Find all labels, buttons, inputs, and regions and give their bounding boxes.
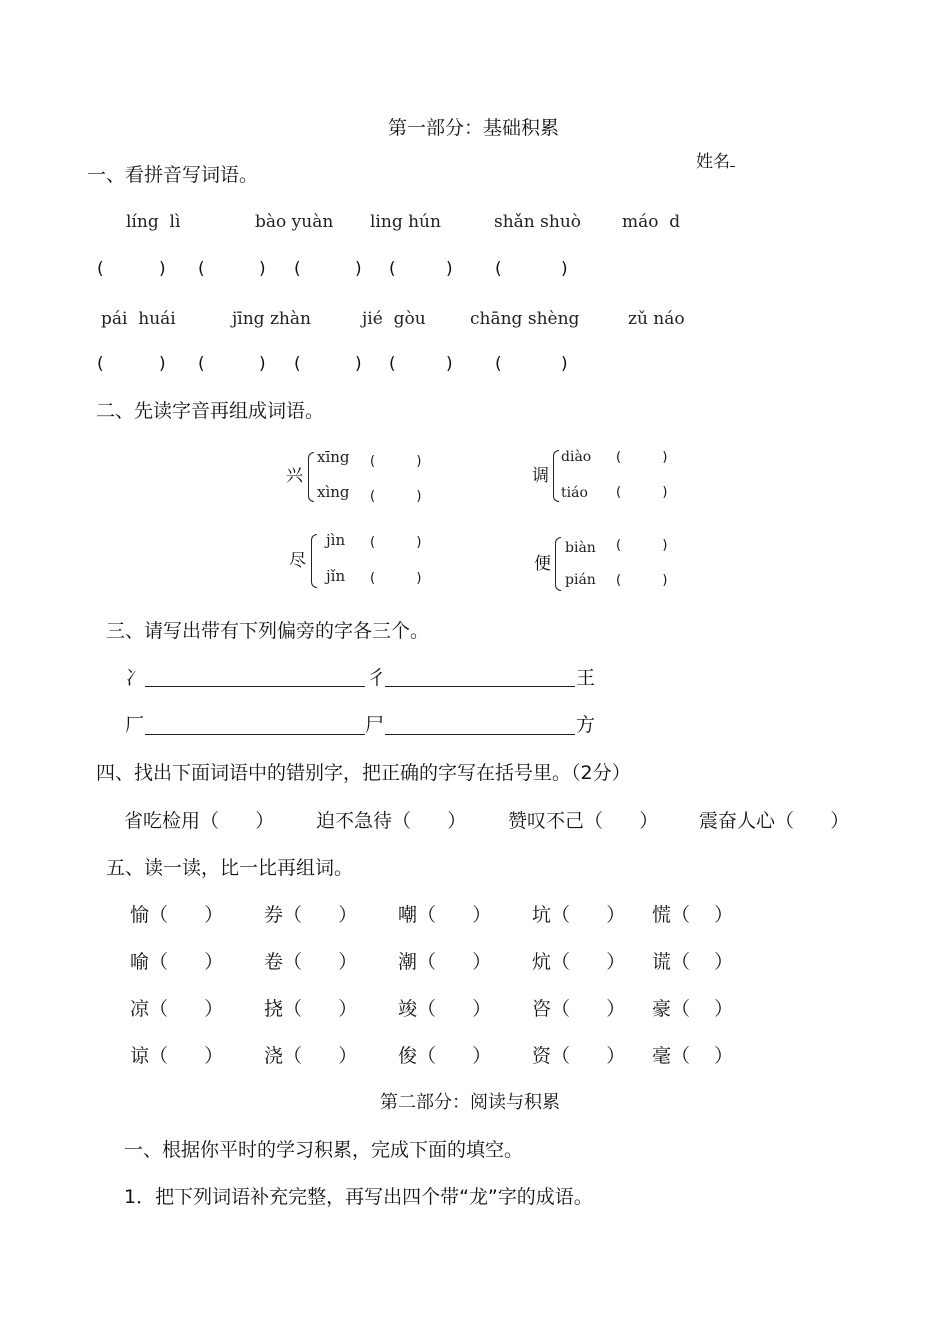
compare-item: 谅（ ） (130, 1045, 224, 1067)
paren-close: ) (159, 259, 166, 279)
pinyin-reading: jìn (326, 531, 346, 549)
name-label: 姓名 (696, 154, 735, 171)
paren-close: ) (259, 354, 266, 374)
radical-5: 尸 (365, 714, 385, 736)
typo-word-3: 赞叹不己（ ） (508, 810, 659, 832)
compare-item: 凉（ ） (130, 998, 224, 1020)
answer-line (385, 734, 575, 735)
pinyin-2-5: zǔ náo (628, 309, 685, 329)
pinyin-2-4: chāng shèng (470, 309, 580, 329)
answer-paren: ( ) (370, 489, 422, 504)
answer-paren: ( ) (370, 535, 422, 550)
polyphone-char: 兴 (286, 466, 303, 486)
pinyin-reading: jǐn (326, 567, 346, 585)
section5-title: 五、读一读，比一比再组词。 (106, 857, 354, 879)
radical-2: 彳 (367, 667, 387, 689)
paren-open: ( (198, 259, 205, 279)
compare-item: 咨（ ） (532, 998, 626, 1020)
brace (555, 537, 561, 591)
compare-item: 愉（ ） (130, 904, 224, 926)
radical-1: 冫 (125, 667, 145, 689)
pinyin-2-3: jié gòu (362, 309, 426, 329)
part2-question-1-1: 1．把下列词语补充完整，再写出四个带“龙”字的成语。 (124, 1186, 593, 1208)
compare-item: 俊（ ） (398, 1045, 492, 1067)
compare-item: 竣（ ） (398, 998, 492, 1020)
compare-item: 挠（ ） (264, 998, 358, 1020)
paren-close: ) (446, 259, 453, 279)
pinyin-1-5: máo d (622, 212, 681, 232)
paren-close: ) (159, 354, 166, 374)
answer-line (145, 734, 365, 735)
pinyin-1-2: bào yuàn (255, 212, 334, 232)
paren-open: ( (198, 354, 205, 374)
polyphone-char: 便 (534, 554, 551, 574)
compare-item: 坑（ ） (532, 904, 626, 926)
compare-item: 炕（ ） (532, 951, 626, 973)
brace (553, 450, 559, 502)
paren-open: ( (97, 354, 104, 374)
answer-paren: ( ) (370, 571, 422, 586)
answer-paren: ( ) (370, 454, 422, 469)
brace (308, 452, 314, 502)
paren-close: ) (355, 354, 362, 374)
section3-title: 三、请写出带有下列偏旁的字各三个。 (106, 620, 430, 642)
compare-item: 嘲（ ） (398, 904, 492, 926)
polyphone-char: 调 (532, 466, 549, 486)
pinyin-1-4: shǎn shuò (494, 212, 582, 232)
paren-close: ) (446, 354, 453, 374)
paren-open: ( (389, 259, 396, 279)
answer-paren: ( ) (616, 573, 668, 588)
section4-title: 四、找出下面词语中的错别字，把正确的字写在括号里。（2分） (96, 762, 631, 784)
compare-item: 资（ ） (532, 1045, 626, 1067)
part2-title: 第二部分：阅读与积累 (380, 1092, 560, 1113)
pinyin-2-2: jīng zhàn (232, 309, 311, 329)
pinyin-1-1: líng lì (126, 212, 181, 232)
section1-title: 一、看拼音写词语。 (87, 164, 259, 186)
pinyin-1-3: ling hún (370, 212, 441, 232)
paren-open: ( (294, 259, 301, 279)
compare-item: 卷（ ） (264, 951, 358, 973)
part2-question-1: 一、根据你平时的学习积累，完成下面的填空。 (124, 1139, 524, 1161)
answer-paren: ( ) (616, 538, 668, 553)
radical-4: 厂 (125, 714, 145, 736)
compare-item: 潮（ ） (398, 951, 492, 973)
section2-title: 二、先读字音再组成词语。 (96, 400, 325, 422)
typo-word-2: 迫不急待（ ） (316, 810, 467, 832)
compare-item: 券（ ） (264, 904, 358, 926)
pinyin-reading: diào (561, 449, 592, 465)
answer-line (145, 686, 365, 687)
radical-6: 方 (576, 714, 596, 736)
paren-open: ( (389, 354, 396, 374)
compare-item: 喻（ ） (130, 951, 224, 973)
answer-paren: ( ) (616, 450, 668, 465)
paren-close: ) (259, 259, 266, 279)
compare-item: 毫（ ） (652, 1045, 734, 1067)
paren-open: ( (495, 354, 502, 374)
pinyin-reading: pián (565, 572, 596, 588)
compare-item: 浇（ ） (264, 1045, 358, 1067)
pinyin-reading: biàn (565, 540, 596, 556)
pinyin-reading: xīng (317, 448, 350, 466)
paren-open: ( (97, 259, 104, 279)
typo-word-1: 省吃检用（ ） (124, 810, 275, 832)
part1-title: 第一部分：基础积累 (388, 117, 560, 139)
pinyin-reading: xìng (317, 483, 350, 501)
paren-close: ) (561, 259, 568, 279)
radical-3: 王 (576, 667, 596, 689)
answer-paren: ( ) (616, 485, 668, 500)
paren-close: ) (561, 354, 568, 374)
paren-close: ) (355, 259, 362, 279)
brace (311, 534, 317, 588)
compare-item: 谎（ ） (652, 951, 734, 973)
compare-item: 豪（ ） (652, 998, 734, 1020)
polyphone-char: 尽 (289, 551, 306, 571)
typo-word-4: 震奋人心（ ） (699, 810, 850, 832)
paren-open: ( (495, 259, 502, 279)
compare-item: 慌（ ） (652, 904, 734, 926)
answer-line (385, 686, 575, 687)
pinyin-reading: tiáo (561, 485, 588, 501)
paren-open: ( (294, 354, 301, 374)
pinyin-2-1: pái huái (101, 309, 176, 329)
